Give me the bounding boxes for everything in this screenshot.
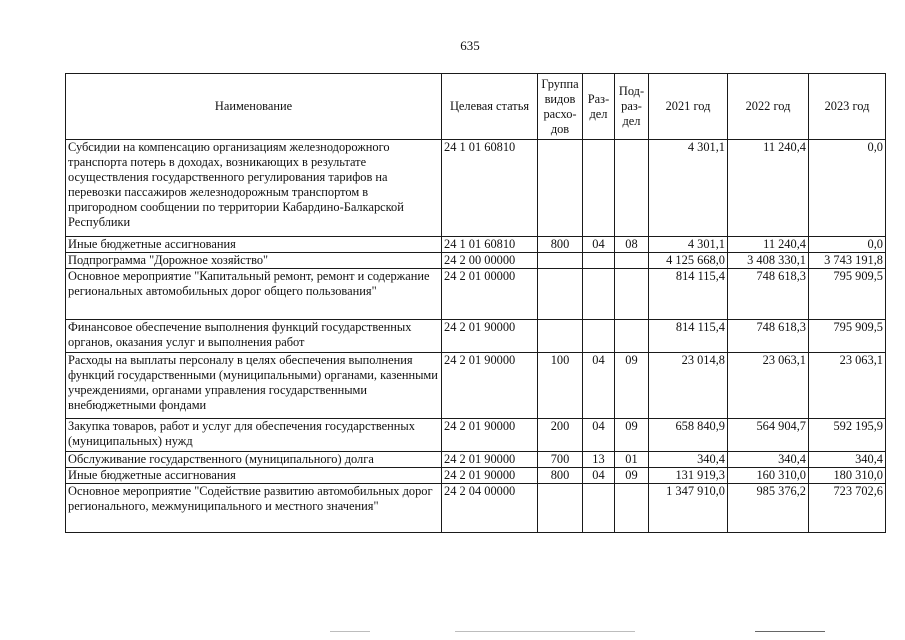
cell-section: 04 bbox=[583, 353, 615, 419]
cell-2023: 592 195,9 bbox=[809, 419, 886, 452]
header-row bbox=[66, 74, 886, 140]
header-section: Раз-дел bbox=[583, 74, 615, 140]
cell-2022: 985 376,2 bbox=[728, 484, 809, 533]
cell-2023: 0,0 bbox=[809, 140, 886, 237]
cell-code: 24 1 01 60810 bbox=[442, 140, 538, 237]
cell-code: 24 2 01 90000 bbox=[442, 353, 538, 419]
cell-2023: 0,0 bbox=[809, 237, 886, 253]
header-subsection: Под-раз-дел bbox=[615, 74, 649, 140]
cell-subsection: 08 bbox=[615, 237, 649, 253]
cell-section bbox=[583, 140, 615, 237]
table-row bbox=[66, 237, 886, 253]
cell-section: 13 bbox=[583, 452, 615, 468]
cell-subsection bbox=[615, 253, 649, 269]
cell-section bbox=[583, 253, 615, 269]
header-group: Группа видов расхо-дов bbox=[538, 74, 583, 140]
cell-name: Подпрограмма "Дорожное хозяйство" bbox=[66, 253, 442, 269]
cell-section: 04 bbox=[583, 468, 615, 484]
cell-2021: 1 347 910,0 bbox=[649, 484, 728, 533]
cell-subsection: 09 bbox=[615, 353, 649, 419]
cell-2022: 11 240,4 bbox=[728, 140, 809, 237]
cell-section bbox=[583, 484, 615, 533]
table-row bbox=[66, 419, 886, 452]
cell-2022: 23 063,1 bbox=[728, 353, 809, 419]
cell-2023: 795 909,5 bbox=[809, 269, 886, 320]
cell-name: Финансовое обеспечение выполнения функций государственных органов, оказания услуг и выполнения работ bbox=[66, 320, 442, 353]
cell-2023: 23 063,1 bbox=[809, 353, 886, 419]
cell-code: 24 2 00 00000 bbox=[442, 253, 538, 269]
cell-subsection: 01 bbox=[615, 452, 649, 468]
cell-2023: 180 310,0 bbox=[809, 468, 886, 484]
cell-section bbox=[583, 269, 615, 320]
cell-2021: 814 115,4 bbox=[649, 269, 728, 320]
cell-2022: 160 310,0 bbox=[728, 468, 809, 484]
cell-name: Основное мероприятие "Содействие развитию автомобильных дорог регионального, межмуниципального и местного значения" bbox=[66, 484, 442, 533]
cell-code: 24 1 01 60810 bbox=[442, 237, 538, 253]
cell-2021: 814 115,4 bbox=[649, 320, 728, 353]
cell-name: Расходы на выплаты персоналу в целях обеспечения выполнения функций государственными (муниципальными) органами, казенными учреждениями, органами управления государственными внебюджетными фондами bbox=[66, 353, 442, 419]
cell-section bbox=[583, 320, 615, 353]
table-row bbox=[66, 468, 886, 484]
cell-name: Обслуживание государственного (муниципального) долга bbox=[66, 452, 442, 468]
cell-group bbox=[538, 269, 583, 320]
cell-name: Закупка товаров, работ и услуг для обеспечения государственных (муниципальных) нужд bbox=[66, 419, 442, 452]
cell-2021: 658 840,9 bbox=[649, 419, 728, 452]
table-row bbox=[66, 253, 886, 269]
cell-group bbox=[538, 484, 583, 533]
cell-group: 800 bbox=[538, 237, 583, 253]
cell-2021: 4 301,1 bbox=[649, 140, 728, 237]
cell-2023: 795 909,5 bbox=[809, 320, 886, 353]
cell-code: 24 2 01 90000 bbox=[442, 468, 538, 484]
cell-name: Основное мероприятие "Капитальный ремонт, ремонт и содержание региональных автомобильных дорог общего пользования" bbox=[66, 269, 442, 320]
cell-2021: 131 919,3 bbox=[649, 468, 728, 484]
cell-group bbox=[538, 253, 583, 269]
cell-2022: 564 904,7 bbox=[728, 419, 809, 452]
scan-mark bbox=[330, 631, 370, 632]
cell-2022: 748 618,3 bbox=[728, 320, 809, 353]
cell-2021: 340,4 bbox=[649, 452, 728, 468]
header-2022: 2022 год bbox=[728, 74, 809, 140]
header-target: Целевая статья bbox=[442, 74, 538, 140]
cell-code: 24 2 04 00000 bbox=[442, 484, 538, 533]
cell-2022: 11 240,4 bbox=[728, 237, 809, 253]
cell-2023: 340,4 bbox=[809, 452, 886, 468]
cell-2021: 4 301,1 bbox=[649, 237, 728, 253]
cell-group bbox=[538, 140, 583, 237]
table-row bbox=[66, 269, 886, 320]
scan-mark bbox=[455, 631, 635, 632]
cell-subsection bbox=[615, 320, 649, 353]
header-2021: 2021 год bbox=[649, 74, 728, 140]
cell-group: 800 bbox=[538, 468, 583, 484]
cell-group: 200 bbox=[538, 419, 583, 452]
cell-code: 24 2 01 90000 bbox=[442, 452, 538, 468]
cell-group: 100 bbox=[538, 353, 583, 419]
header-2023: 2023 год bbox=[809, 74, 886, 140]
cell-2021: 23 014,8 bbox=[649, 353, 728, 419]
cell-name: Иные бюджетные ассигнования bbox=[66, 237, 442, 253]
cell-group bbox=[538, 320, 583, 353]
budget-table bbox=[65, 73, 886, 533]
header-name: Наименование bbox=[66, 74, 442, 140]
cell-2023: 3 743 191,8 bbox=[809, 253, 886, 269]
cell-name: Иные бюджетные ассигнования bbox=[66, 468, 442, 484]
cell-name: Субсидии на компенсацию организациям железнодорожного транспорта потерь в доходах, возникающих в результате осуществления государственного регулирования тарифов на перевозки пассажиров железнодорожным транспортом в пригородном сообщении по территории Кабардино-Балкарской Республики bbox=[66, 140, 442, 237]
cell-section: 04 bbox=[583, 419, 615, 452]
cell-code: 24 2 01 00000 bbox=[442, 269, 538, 320]
cell-subsection: 09 bbox=[615, 419, 649, 452]
cell-code: 24 2 01 90000 bbox=[442, 419, 538, 452]
table-row bbox=[66, 140, 886, 237]
cell-group: 700 bbox=[538, 452, 583, 468]
table-row bbox=[66, 320, 886, 353]
table-row bbox=[66, 353, 886, 419]
cell-subsection bbox=[615, 484, 649, 533]
cell-2021: 4 125 668,0 bbox=[649, 253, 728, 269]
cell-2022: 3 408 330,1 bbox=[728, 253, 809, 269]
page-number: 635 bbox=[460, 38, 480, 53]
cell-code: 24 2 01 90000 bbox=[442, 320, 538, 353]
cell-2022: 340,4 bbox=[728, 452, 809, 468]
cell-2023: 723 702,6 bbox=[809, 484, 886, 533]
cell-subsection bbox=[615, 269, 649, 320]
scan-mark bbox=[755, 631, 825, 632]
cell-section: 04 bbox=[583, 237, 615, 253]
cell-subsection: 09 bbox=[615, 468, 649, 484]
cell-2022: 748 618,3 bbox=[728, 269, 809, 320]
table-row bbox=[66, 484, 886, 533]
table-row bbox=[66, 452, 886, 468]
cell-subsection bbox=[615, 140, 649, 237]
